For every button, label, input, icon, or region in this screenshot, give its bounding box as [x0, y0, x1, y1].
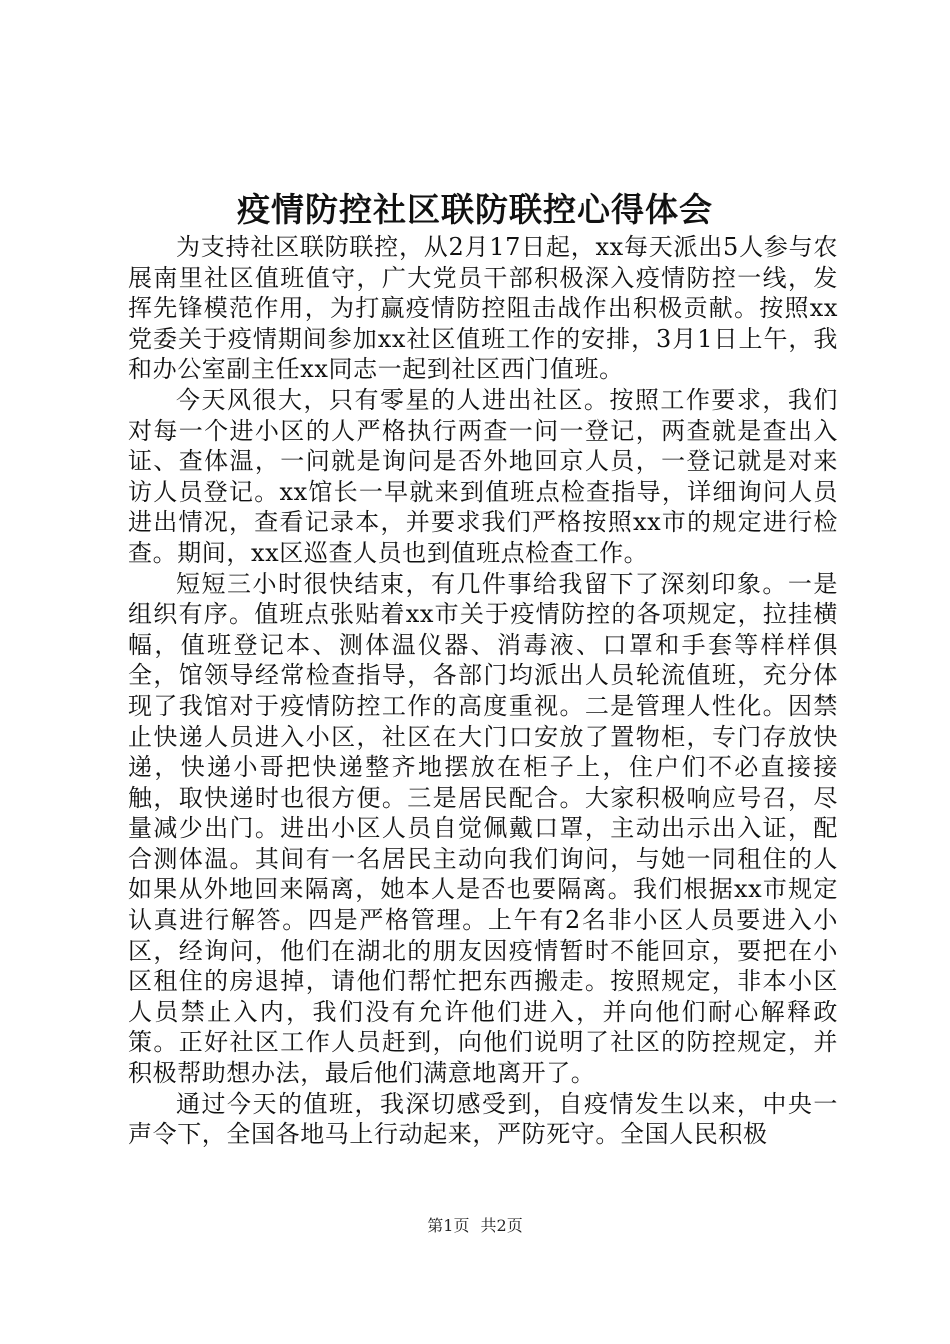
paragraph-1: 为支持社区联防联控，从2月17日起，xx每天派出5人参与农展南里社区值班值守，广大党员干部积极深入疫情防控一线，发挥先锋模范作用，为打赢疫情防控阻击战作出积极贡献。按照xx党委关于疫情期间参加xx社区值班工作的安排，3月1日上午，我和办公室副主任xx同志一起到社区西门值班。 — [128, 233, 838, 384]
page-number: 第1页 — [427, 1216, 470, 1235]
paragraph-2: 今天风很大，只有零星的人进出社区。按照工作要求，我们对每一个进小区的人严格执行两查一问一登记，两查就是查出入证、查体温，一问就是询问是否外地回京人员，一登记就是对来访人员登记。xx馆长一早就来到值班点检查指导，详细询问人员进出情况，查看记录本，并要求我们严格按照xx市的规定进行检查。期间，xx区巡查人员也到值班点检查工作。 — [128, 385, 838, 567]
page-total: 共2页 — [480, 1216, 523, 1235]
document-title: 疫情防控社区联防联控心得体会 — [237, 190, 713, 229]
page-footer — [0, 1214, 950, 1238]
paragraph-4: 通过今天的值班，我深切感受到，自疫情发生以来，中央一声令下，全国各地马上行动起来，严防死守。全国人民积极 — [128, 1089, 838, 1149]
paragraph-3: 短短三小时很快结束，有几件事给我留下了深刻印象。一是组织有序。值班点张贴着xx市关于疫情防控的各项规定，拉挂横幅，值班登记本、测体温仪器、消毒液、口罩和手套等样样俱全，馆领导经常检查指导，各部门均派出人员轮流值班，充分体现了我馆对于疫情防控工作的高度重视。二是管理人性化。因禁止快递人员进入小区，社区在大门口安放了置物柜，专门存放快递，快递小哥把快递整齐地摆放在柜子上，住户们不必直接接触，取快递时也很方便。三是居民配合。大家积极响应号召，尽量减少出门。进出小区人员自觉佩戴口罩，主动出示出入证，配合测体温。其间有一名居民主动向我们询问，与她一同租住的人如果从外地回来隔离，她本人是否也要隔离。我们根据xx市规定认真进行解答。四是严格管理。上午有2名非小区人员要进入小区，经询问，他们在湖北的朋友因疫情暂时不能回京，要把在小区租住的房退掉，请他们帮忙把东西搬走。按照规定，非本小区人员禁止入内，我们没有允许他们进入，并向他们耐心解释政策。正好社区工作人员赶到，向他们说明了社区的防控规定，并积极帮助想办法，最后他们满意地离开了。 — [128, 569, 838, 1088]
document-body — [128, 232, 838, 1150]
